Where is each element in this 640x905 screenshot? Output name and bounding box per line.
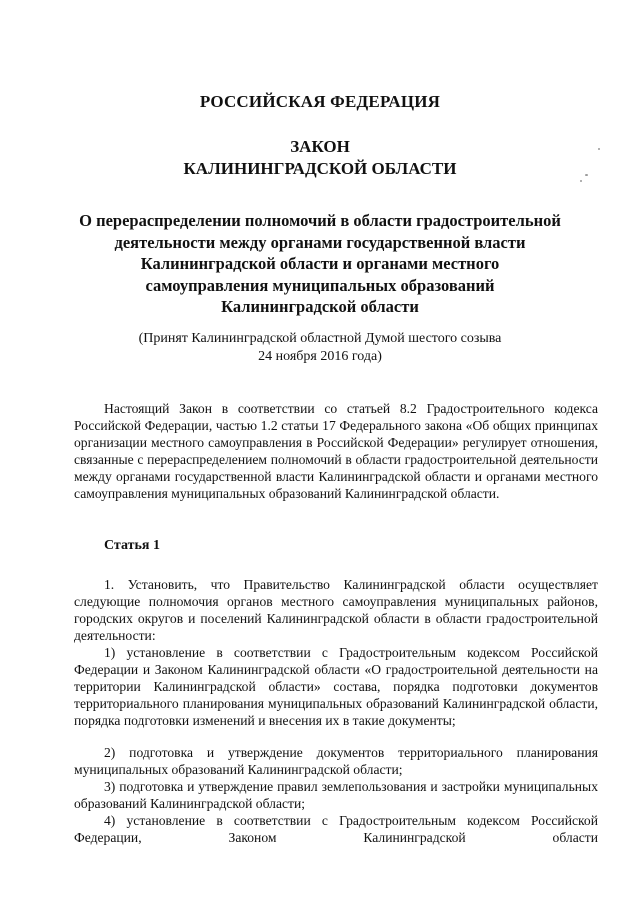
law-subject-title — [60, 210, 580, 318]
article-heading: Статья 1 — [104, 538, 160, 553]
article-item: 4) установление в соответствии с Градостроительным кодексом Российской Федерации, Законом Калининградской области — [74, 813, 598, 845]
adoption-line: (Принят Калининградской областной Думой шестого созыва — [138, 331, 502, 346]
adoption-date: 24 ноября 2016 года) — [258, 349, 382, 364]
law-heading-line: КАЛИНИНГРАДСКОЙ ОБЛАСТИ — [183, 159, 457, 178]
article-item: 2) подготовка и утверждение документов территориального планирования муниципальных образований Калининградской области; — [74, 745, 598, 777]
adoption-note — [60, 330, 580, 366]
scan-speck — [585, 174, 588, 176]
subject-line: Калининградской области и органами местного — [140, 254, 500, 273]
federation-heading: РОССИЙСКАЯ ФЕДЕРАЦИЯ — [199, 92, 441, 111]
article-item: 3) подготовка и утверждение правил землепользования и застройки муниципальных образований Калининградской области; — [74, 779, 598, 811]
scan-speck — [598, 148, 600, 150]
law-heading — [0, 136, 640, 180]
law-heading-line: ЗАКОН — [290, 137, 350, 156]
subject-line: Калининградской области — [221, 297, 419, 316]
subject-line: О перераспределении полномочий в области градостроительной — [79, 211, 561, 230]
subject-line: деятельности между органами государственной власти — [114, 232, 526, 252]
article-item: 1) установление в соответствии с Градостроительным кодексом Российской Федерации и Законом Калининградской области «О градостроительной деятельности на территории Калининградской области» состава, порядка подготовки документов территориального планирования муниципальных образований Калининградской области, порядка подготовки изменений и внесения их в такие документы; — [74, 645, 598, 728]
scan-speck — [580, 180, 582, 182]
article-paragraph: 1. Установить, что Правительство Калининградской области осуществляет следующие полномочия органов местного самоуправления муниципальных районов, городских округов и поселений Калининградской области в области градостроительной деятельности: — [74, 577, 598, 643]
preamble-paragraph: Настоящий Закон в соответствии со статьей 8.2 Градостроительного кодекса Российской Федерации, частью 1.2 статьи 17 Федерального закона «Об общих принципах организации местного самоуправления в Российской Федерации» регулирует отношения, связанные с перераспределением полномочий в области градостроительной деятельности между органами государственной власти Калининградской области и органами местного самоуправления муниципальных образований Калининградской области. — [74, 401, 598, 501]
subject-line: самоуправления муниципальных образований — [145, 275, 495, 295]
